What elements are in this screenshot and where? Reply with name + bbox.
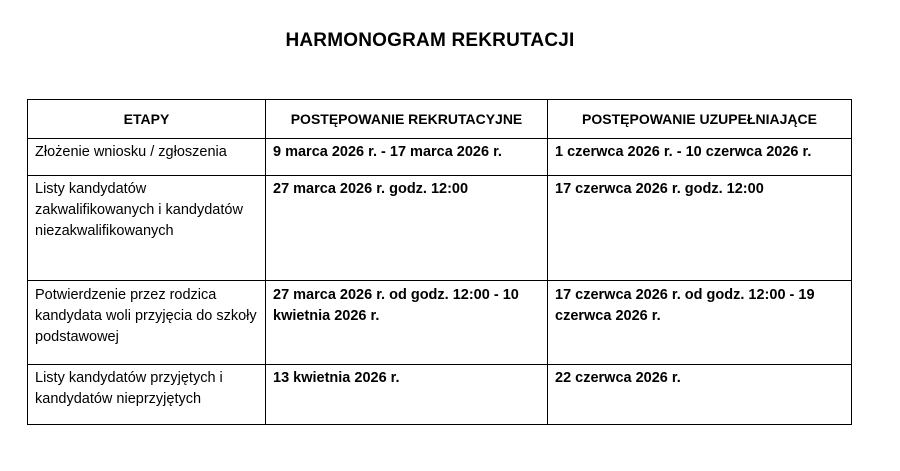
stage-cell: Potwierdzenie przez rodzica kandydata woli przyjęcia do szkoły podstawowej bbox=[28, 281, 266, 365]
recruitment-date-cell: 9 marca 2026 r. - 17 marca 2026 r. bbox=[266, 139, 548, 176]
recruitment-schedule-table bbox=[27, 99, 852, 425]
header-supplementary: POSTĘPOWANIE UZUPEŁNIAJĄCE bbox=[548, 100, 852, 139]
supplementary-date-cell: 22 czerwca 2026 r. bbox=[548, 365, 852, 425]
recruitment-date-cell: 13 kwietnia 2026 r. bbox=[266, 365, 548, 425]
recruitment-date-cell: 27 marca 2026 r. od godz. 12:00 - 10 kwietnia 2026 r. bbox=[266, 281, 548, 365]
stage-cell: Listy kandydatów przyjętych i kandydatów nieprzyjętych bbox=[28, 365, 266, 425]
header-stages: ETAPY bbox=[28, 100, 266, 139]
table-row bbox=[28, 281, 852, 365]
supplementary-date-cell: 17 czerwca 2026 r. od godz. 12:00 - 19 czerwca 2026 r. bbox=[548, 281, 852, 365]
table-row bbox=[28, 176, 852, 281]
page-title: HARMONOGRAM REKRUTACJI bbox=[285, 30, 575, 51]
supplementary-date-cell: 17 czerwca 2026 r. godz. 12:00 bbox=[548, 176, 852, 281]
table-header-row bbox=[28, 100, 852, 139]
recruitment-date-cell: 27 marca 2026 r. godz. 12:00 bbox=[266, 176, 548, 281]
table-row bbox=[28, 139, 852, 176]
stage-cell: Listy kandydatów zakwalifikowanych i kandydatów niezakwalifikowanych bbox=[28, 176, 266, 281]
supplementary-date-cell: 1 czerwca 2026 r. - 10 czerwca 2026 r. bbox=[548, 139, 852, 176]
stage-cell: Złożenie wniosku / zgłoszenia bbox=[28, 139, 266, 176]
header-recruitment: POSTĘPOWANIE REKRUTACYJNE bbox=[266, 100, 548, 139]
table-row bbox=[28, 365, 852, 425]
